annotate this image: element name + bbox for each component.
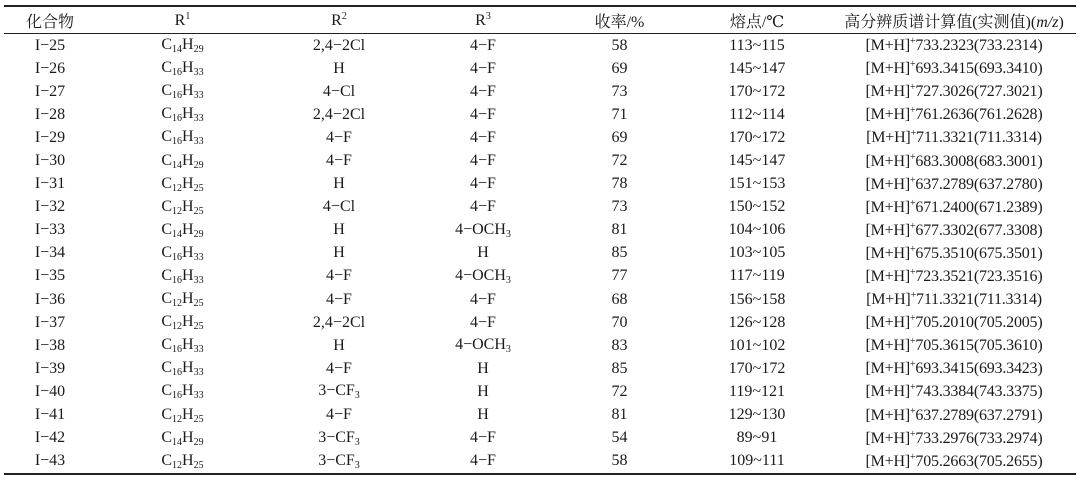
r3-cell: 4−F (470, 128, 496, 146)
table-row (4, 219, 1076, 242)
r1-cell: $C_{16}H_{33}$ (161, 266, 204, 286)
compound-cell: I−25 (34, 36, 66, 54)
r1-cell: $C_{16}H_{33}$ (161, 128, 204, 148)
hrms-ion: [M+H] (865, 37, 910, 55)
melting-point-cell: 89~91 (736, 429, 778, 447)
hrms-cell (832, 196, 1076, 219)
r3-cell (409, 265, 557, 288)
table-row (4, 334, 1076, 357)
hrms-values: 683.3008(683.3001) (915, 152, 1043, 170)
hrms-charge: + (909, 151, 916, 163)
hrms-ion: [M+H] (865, 360, 910, 378)
r3-cell: 4−F (470, 313, 496, 331)
table-row (4, 450, 1076, 474)
r3-cell: H (477, 244, 489, 262)
r2-cell: 4−F (326, 359, 352, 377)
r2-cell: 2,4−2Cl (312, 105, 366, 123)
compound-cell: I−29 (34, 128, 66, 146)
melting-point-cell: 151~153 (728, 175, 786, 193)
hrms-charge: + (909, 197, 916, 209)
r1-carbon-count: 16 (172, 274, 183, 286)
yield-cell: 72 (611, 152, 628, 170)
r2-cell: 4−Cl (322, 198, 356, 216)
compound-cell: I−41 (34, 406, 66, 424)
compound-cell: I−30 (34, 152, 66, 170)
r3-cell: 4−F (470, 452, 496, 470)
r2-cell (269, 427, 409, 450)
compound-cell: I−34 (34, 244, 66, 262)
header-r1: $R^1$ (174, 10, 191, 29)
compound-cell: I−28 (34, 105, 66, 123)
table-row (4, 173, 1076, 196)
r1-carbon-count: 16 (172, 67, 183, 79)
r3-cell: 4−F (470, 82, 496, 100)
yield-cell: 68 (611, 290, 628, 308)
r1-carbon-count: 16 (172, 367, 183, 379)
hrms-charge: + (909, 336, 916, 348)
hrms-cell (832, 219, 1076, 242)
table-row (4, 57, 1076, 80)
r1-hydrogen-count: 33 (193, 367, 204, 379)
hrms-values: 693.3415(693.3410) (915, 60, 1043, 78)
hrms-cell (832, 34, 1076, 58)
hrms-values: 671.2400(671.2389) (915, 198, 1043, 216)
hrms-cell (832, 334, 1076, 357)
r1-cell: $C_{12}H_{25}$ (161, 405, 204, 425)
r1-hydrogen-count: 33 (193, 113, 204, 125)
r1-carbon-count: 16 (172, 90, 183, 102)
table-row (4, 103, 1076, 126)
r3-cell: 4−F (470, 290, 496, 308)
melting-point-cell: 145~147 (728, 152, 786, 170)
yield-cell: 58 (611, 36, 628, 54)
hrms-cell (832, 173, 1076, 196)
header-r3: $R^3$ (475, 10, 491, 29)
table-row (4, 380, 1076, 403)
hrms-ion: [M+H] (866, 291, 911, 309)
r1-carbon-count: 12 (172, 459, 183, 471)
table-row (4, 427, 1076, 450)
hrms-cell (832, 57, 1076, 80)
r1-hydrogen-count: 25 (193, 459, 204, 471)
yield-cell: 77 (611, 267, 628, 285)
yield-cell: 73 (611, 82, 628, 100)
r2-cell: 4−F (326, 152, 352, 170)
table-row (4, 196, 1076, 219)
r1-hydrogen-count: 25 (193, 205, 204, 217)
r2-cell: 4−Cl (322, 82, 356, 100)
hrms-charge: + (910, 128, 917, 140)
r1-carbon-count: 12 (172, 205, 183, 217)
hrms-charge: + (909, 405, 916, 417)
hrms-ion: [M+H] (865, 221, 910, 239)
hrms-ion: [M+H] (865, 267, 910, 285)
hrms-values: 727.3026(727.3021) (915, 83, 1043, 101)
r2-base: 3−CF (318, 428, 355, 446)
hrms-ion: [M+H] (865, 60, 910, 78)
table-row (4, 149, 1076, 172)
r2-cell: H (333, 59, 345, 77)
r2-base: 3−CF (318, 451, 355, 469)
melting-point-cell: 101~102 (728, 336, 786, 354)
table-row (4, 288, 1076, 311)
r1-carbon-count: 16 (172, 136, 183, 148)
hrms-ion: [M+H] (865, 383, 910, 401)
r1-carbon-count: 14 (172, 436, 183, 448)
r1-hydrogen-count: 33 (193, 90, 204, 102)
hrms-values: 711.3321(711.3314) (916, 129, 1042, 147)
r3-subscript: 3 (505, 274, 511, 286)
r1-cell: $C_{16}H_{33}$ (161, 105, 204, 125)
r1-cell: $C_{12}H_{25}$ (161, 313, 204, 333)
hrms-cell (832, 242, 1076, 265)
r1-cell: $C_{16}H_{33}$ (161, 82, 204, 102)
hrms-ion: [M+H] (865, 83, 910, 101)
r3-cell: 4−F (470, 429, 496, 447)
hrms-cell (832, 265, 1076, 288)
compound-cell: I−40 (34, 382, 66, 400)
r1-hydrogen-count: 33 (193, 67, 204, 79)
r1-carbon-count: 14 (172, 228, 183, 240)
hrms-charge: + (909, 382, 916, 394)
r3-cell (409, 219, 557, 242)
hrms-values: 743.3384(743.3375) (915, 383, 1043, 401)
r2-cell: 4−F (326, 128, 352, 146)
table-header (4, 6, 1076, 34)
melting-point-cell: 170~172 (728, 82, 786, 100)
r1-carbon-count: 12 (172, 182, 183, 194)
r2-cell: H (333, 175, 345, 193)
hrms-ion: [M+H] (865, 244, 910, 262)
r1-hydrogen-count: 25 (193, 298, 204, 310)
r1-cell: $C_{12}H_{25}$ (161, 451, 204, 471)
hrms-charge: + (909, 82, 916, 94)
r1-hydrogen-count: 29 (193, 159, 204, 171)
r3-cell: 4−F (470, 36, 496, 54)
melting-point-cell: 126~128 (728, 313, 786, 331)
r3-cell: 4−F (470, 152, 496, 170)
r1-cell: $C_{16}H_{33}$ (161, 243, 204, 263)
hrms-ion: [M+H] (865, 314, 910, 332)
hrms-charge: + (909, 243, 916, 255)
compound-data-table (4, 5, 1076, 475)
compound-cell: I−33 (34, 221, 66, 239)
r1-cell: $C_{14}H_{29}$ (161, 151, 204, 171)
r3-cell: H (477, 406, 489, 424)
hrms-values: 705.3615(705.3610) (915, 337, 1043, 355)
r2-cell: 4−F (326, 267, 352, 285)
r1-carbon-count: 12 (172, 321, 183, 333)
hrms-ion: [M+H] (865, 452, 910, 470)
header-compound: 化合物 (25, 13, 74, 31)
hrms-ion: [M+H] (865, 106, 910, 124)
compound-cell: I−27 (34, 82, 66, 100)
r1-carbon-count: 12 (172, 413, 183, 425)
r3-cell: H (477, 359, 489, 377)
compound-cell: I−38 (34, 336, 66, 354)
melting-point-cell: 170~172 (728, 359, 786, 377)
r2-cell: 2,4−2Cl (312, 36, 366, 54)
r2-cell: H (333, 336, 345, 354)
header-row (4, 6, 1076, 34)
hrms-values: 733.2976(733.2974) (915, 429, 1043, 447)
hrms-cell (832, 450, 1076, 474)
table-row (4, 80, 1076, 103)
header-melting-point: 熔点/℃ (729, 13, 785, 31)
hrms-charge: + (909, 105, 916, 117)
r2-subscript: 3 (354, 436, 360, 448)
yield-cell: 70 (611, 313, 628, 331)
compound-cell: I−32 (34, 198, 66, 216)
hrms-cell (832, 311, 1076, 334)
hrms-values: 723.3521(723.3516) (915, 267, 1043, 285)
r1-hydrogen-count: 25 (193, 413, 204, 425)
r3-cell: 4−F (470, 59, 496, 77)
r1-carbon-count: 16 (172, 113, 183, 125)
hrms-ion: [M+H] (865, 406, 910, 424)
hrms-cell (832, 80, 1076, 103)
r2-cell (269, 380, 409, 403)
hrms-values: 711.3321(711.3314) (916, 291, 1042, 309)
hrms-cell (832, 404, 1076, 427)
hrms-values: 705.2663(705.2655) (915, 452, 1043, 470)
r3-base: 4−OCH (455, 266, 506, 284)
table-row (4, 34, 1076, 58)
compound-cell: I−37 (34, 313, 66, 331)
r1-cell: $C_{14}H_{29}$ (161, 36, 204, 56)
hrms-values: 675.3510(675.3501) (915, 244, 1043, 262)
melting-point-cell: 117~119 (729, 267, 785, 285)
melting-point-cell: 109~111 (729, 452, 785, 470)
r1-hydrogen-count: 29 (193, 436, 204, 448)
hrms-values: 677.3302(677.3308) (915, 221, 1043, 239)
r3-subscript: 3 (505, 344, 511, 356)
r1-hydrogen-count: 33 (193, 390, 204, 402)
r1-hydrogen-count: 29 (193, 228, 204, 240)
table-body (4, 34, 1076, 474)
r1-carbon-count: 16 (172, 251, 183, 263)
hrms-cell (832, 126, 1076, 149)
compound-cell: I−26 (34, 59, 66, 77)
r2-cell: 4−F (326, 406, 352, 424)
hrms-charge: + (909, 59, 916, 71)
melting-point-cell: 129~130 (728, 406, 786, 424)
table-row (4, 357, 1076, 380)
r3-cell: H (477, 382, 489, 400)
hrms-charge: + (909, 428, 916, 440)
hrms-values: 761.2636(761.2628) (915, 106, 1043, 124)
yield-cell: 83 (611, 336, 628, 354)
table-row (4, 242, 1076, 265)
hrms-cell (832, 149, 1076, 172)
yield-cell: 85 (611, 244, 628, 262)
r3-cell: 4−F (470, 175, 496, 193)
compound-cell: I−31 (34, 175, 66, 193)
melting-point-cell: 113~115 (729, 36, 785, 54)
r1-hydrogen-count: 33 (193, 344, 204, 356)
r1-hydrogen-count: 29 (193, 44, 204, 56)
hrms-charge: + (909, 174, 916, 186)
hrms-values: 705.2010(705.2005) (915, 314, 1043, 332)
yield-cell: 81 (611, 221, 628, 239)
r3-base: 4−OCH (455, 336, 506, 354)
hrms-charge: + (909, 359, 916, 371)
r2-cell: 2,4−2Cl (312, 313, 366, 331)
table-row (4, 126, 1076, 149)
r1-carbon-count: 14 (172, 44, 183, 56)
hrms-cell (832, 427, 1076, 450)
melting-point-cell: 112~114 (729, 105, 785, 123)
r2-cell: 4−F (326, 290, 352, 308)
hrms-cell (832, 103, 1076, 126)
r1-hydrogen-count: 33 (193, 251, 204, 263)
hrms-cell (832, 380, 1076, 403)
r1-hydrogen-count: 25 (193, 182, 204, 194)
melting-point-cell: 119~121 (728, 382, 786, 400)
yield-cell: 85 (611, 359, 628, 377)
r1-hydrogen-count: 33 (193, 136, 204, 148)
table-row (4, 265, 1076, 288)
r1-cell: $C_{14}H_{29}$ (161, 220, 204, 240)
hrms-ion: [M+H] (865, 152, 910, 170)
r3-subscript: 3 (505, 228, 511, 240)
melting-point-cell: 103~105 (728, 244, 786, 262)
melting-point-cell: 156~158 (728, 290, 786, 308)
hrms-values: 733.2323(733.2314) (915, 37, 1043, 55)
header-r2: $R^2$ (331, 10, 347, 29)
compound-cell: I−42 (34, 429, 66, 447)
yield-cell: 54 (611, 429, 628, 447)
r1-cell: $C_{12}H_{25}$ (161, 174, 204, 194)
hrms-ion: [M+H] (865, 429, 910, 447)
header-hrms: 高分辨质谱计算值(实测值)(m/z) (844, 13, 1064, 31)
yield-cell: 73 (611, 198, 628, 216)
yield-cell: 72 (611, 382, 628, 400)
r1-cell: $C_{16}H_{33}$ (161, 59, 204, 79)
hrms-cell (832, 288, 1076, 311)
r1-hydrogen-count: 25 (193, 321, 204, 333)
hrms-charge: + (909, 36, 916, 48)
r1-carbon-count: 16 (172, 344, 183, 356)
r3-cell: 4−F (470, 105, 496, 123)
table-row (4, 311, 1076, 334)
melting-point-cell: 145~147 (728, 59, 786, 77)
hrms-values: 637.2789(637.2780) (915, 175, 1043, 193)
compound-cell: I−43 (34, 452, 66, 470)
r1-carbon-count: 12 (172, 298, 183, 310)
r2-subscript: 3 (354, 390, 360, 402)
r2-cell: H (333, 244, 345, 262)
r2-base: 3−CF (318, 382, 355, 400)
hrms-ion: [M+H] (865, 337, 910, 355)
yield-cell: 69 (611, 59, 628, 77)
compound-cell: I−35 (34, 267, 66, 285)
r3-base: 4−OCH (455, 220, 506, 238)
hrms-values: 693.3415(693.3423) (915, 360, 1043, 378)
r1-cell: $C_{16}H_{33}$ (161, 336, 204, 356)
melting-point-cell: 170~172 (728, 128, 786, 146)
r3-cell: 4−F (470, 198, 496, 216)
r2-cell: H (333, 221, 345, 239)
hrms-charge: + (909, 220, 916, 232)
r1-carbon-count: 16 (172, 390, 183, 402)
hrms-ion: [M+H] (865, 198, 910, 216)
hrms-values: 637.2789(637.2791) (915, 406, 1043, 424)
table-row (4, 404, 1076, 427)
yield-cell: 78 (611, 175, 628, 193)
yield-cell: 69 (611, 128, 628, 146)
yield-cell: 81 (611, 406, 628, 424)
header-yield: 收率/% (594, 13, 645, 31)
r1-cell: $C_{12}H_{25}$ (161, 197, 204, 217)
hrms-charge: + (909, 451, 916, 463)
yield-cell: 71 (611, 105, 628, 123)
melting-point-cell: 104~106 (728, 221, 786, 239)
yield-cell: 58 (611, 452, 628, 470)
r3-cell (409, 334, 557, 357)
hrms-charge: + (909, 313, 916, 325)
r1-hydrogen-count: 33 (193, 274, 204, 286)
r2-subscript: 3 (354, 459, 360, 471)
r1-cell: $C_{16}H_{33}$ (161, 359, 204, 379)
r1-cell: $C_{14}H_{29}$ (161, 428, 204, 448)
hrms-charge: + (910, 290, 917, 302)
r1-cell: $C_{16}H_{33}$ (161, 382, 204, 402)
hrms-charge: + (909, 266, 916, 278)
r1-cell: $C_{12}H_{25}$ (161, 290, 204, 310)
compound-cell: I−36 (34, 290, 66, 308)
r1-carbon-count: 14 (172, 159, 183, 171)
hrms-ion: [M+H] (865, 175, 910, 193)
melting-point-cell: 150~152 (728, 198, 786, 216)
compound-cell: I−39 (34, 359, 66, 377)
r2-cell (269, 450, 409, 474)
hrms-ion: [M+H] (866, 129, 911, 147)
hrms-cell (832, 357, 1076, 380)
